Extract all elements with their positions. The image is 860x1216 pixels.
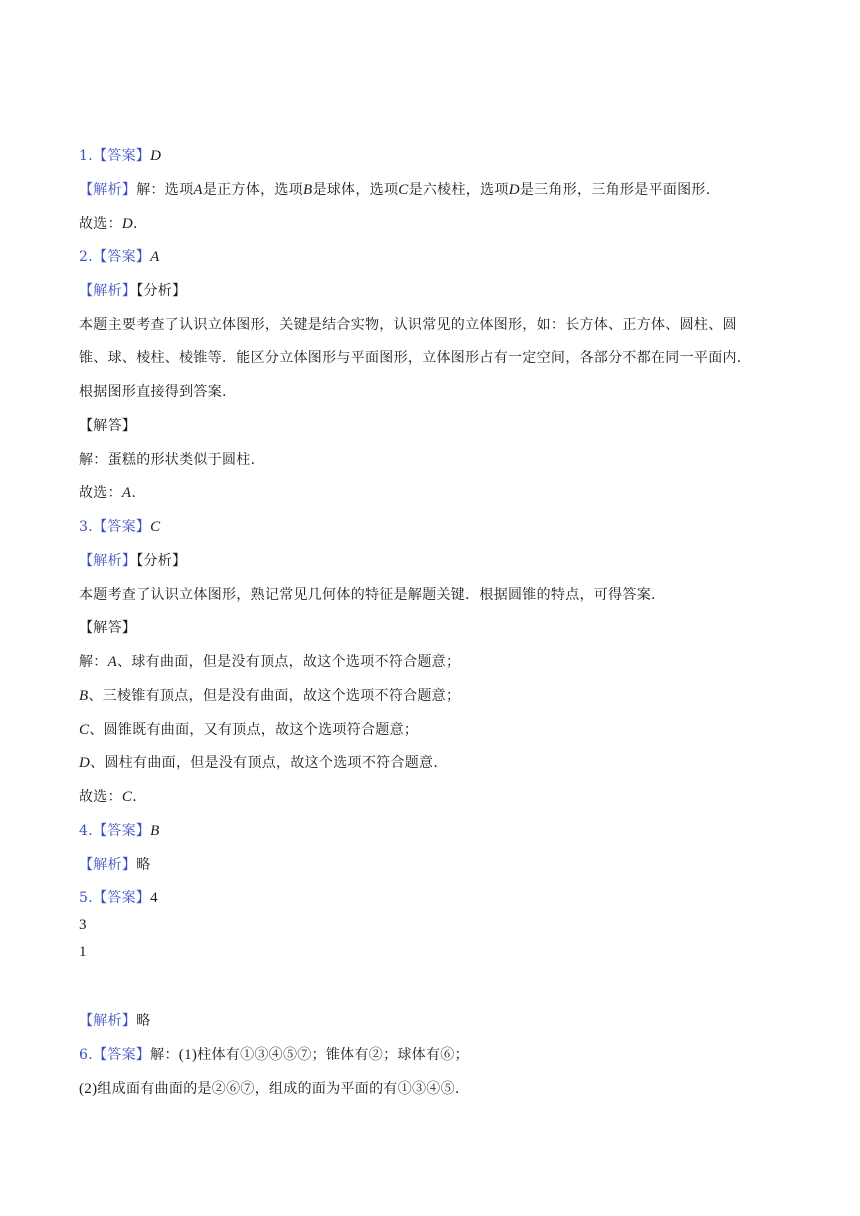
q1-answer-tag: 【答案】	[92, 148, 151, 164]
q1-option-d: D	[508, 182, 520, 198]
q4-answer-tag: 【答案】	[92, 823, 151, 839]
q2-analysis-line	[79, 281, 186, 301]
q3-jieda-d-text: 、圆柱有曲面，但是没有顶点，故这个选项不符合题意.	[90, 755, 439, 771]
q3-answer: C	[150, 519, 161, 535]
q6-answer-tag: 【答案】	[92, 1047, 151, 1063]
q1-analysis-text: 是六棱柱，选项	[408, 182, 509, 198]
q3-jieda-line-d	[79, 753, 438, 773]
q5-answer-3: 1	[79, 944, 87, 960]
q1-analysis-text: 解：选项	[136, 182, 194, 198]
q2-fenxi-line-3: 根据图形直接得到答案.	[79, 384, 227, 400]
q4-number: 4.	[79, 823, 93, 839]
q3-jieda-b-text: 、三棱锥有顶点，但是没有曲面，故这个选项不符合题意；	[88, 688, 461, 704]
q1-choose-line	[79, 214, 138, 234]
q1-analysis-tag: 【解析】	[79, 182, 137, 198]
q6-line-2	[79, 1079, 460, 1099]
q1-choose-suffix: .	[133, 216, 138, 232]
q2-analysis-tag: 【解析】	[79, 283, 137, 299]
q1-option-b: B	[302, 182, 313, 198]
q2-fenxi-line-1: 本题主要考查了认识立体图形，关键是结合实物，认识常见的立体图形，如：长方体、正方体、圆柱、圆	[79, 317, 737, 333]
q4-answer-line	[79, 821, 160, 841]
q1-number: 1.	[79, 148, 93, 164]
q5-answer-tag: 【答案】	[92, 890, 151, 906]
q2-number: 2.	[79, 249, 93, 265]
q3-jieda-a-text: 、球有曲面，但是没有顶点，故这个选项不符合题意；	[117, 654, 461, 670]
q6-part-1-label: (1)	[178, 1047, 198, 1063]
q2-choose-value: A	[121, 485, 132, 501]
q2-fenxi-tag: 【分析】	[136, 283, 187, 299]
q5-answer-line	[79, 888, 158, 908]
q3-choose-suffix: .	[132, 789, 137, 805]
q5-analysis-tag: 【解析】	[79, 1013, 137, 1029]
q3-jieda-tag: 【解答】	[79, 620, 137, 636]
q6-part-1-text: 柱体有①③④⑤⑦；锥体有②；球体有⑥；	[197, 1047, 469, 1063]
q3-jieda-c-text: 、圆锥既有曲面，又有顶点，故这个选项符合题意；	[89, 722, 419, 738]
q3-jieda-line-b	[79, 686, 460, 706]
q5-number: 5.	[79, 890, 93, 906]
q1-option-a: A	[193, 182, 203, 198]
q4-analysis-text: 略	[136, 857, 151, 873]
q1-choose-prefix: 故选：	[79, 216, 122, 232]
q3-number: 3.	[79, 519, 93, 535]
q5-answer-1: 4	[150, 890, 158, 906]
q1-analysis-text: 是正方体，选项	[202, 182, 303, 198]
q3-answer-line	[79, 517, 160, 537]
q1-answer: D	[150, 148, 162, 164]
q3-analysis-line	[79, 551, 186, 571]
q3-choose-prefix: 故选：	[79, 789, 122, 805]
q1-option-c: C	[398, 182, 409, 198]
q3-jieda-prefix: 解：	[79, 654, 108, 670]
q3-option-c: C	[79, 722, 90, 738]
q3-answer-tag: 【答案】	[92, 519, 151, 535]
q3-fenxi-tag: 【分析】	[136, 553, 187, 569]
q3-option-d: D	[79, 755, 91, 771]
q2-fenxi-line-2: 锥、球、棱柱、棱锥等．能区分立体图形与平面图形，立体图形占有一定空间，各部分不都在同一平面内.	[79, 350, 742, 366]
q5-answer-2: 3	[79, 917, 87, 933]
q4-analysis-line	[79, 855, 151, 875]
q3-option-b: B	[79, 688, 89, 704]
q2-choose-line	[79, 483, 136, 503]
q3-fenxi-line-1: 本题考查了认识立体图形，熟记常见几何体的特征是解题关键．根据圆锥的特点，可得答案.	[79, 587, 656, 603]
q2-answer: A	[150, 249, 160, 265]
q2-jieda-tag: 【解答】	[79, 418, 137, 434]
q6-part-2-label: (2)	[79, 1081, 98, 1097]
q3-choose-line	[79, 787, 137, 807]
q3-analysis-tag: 【解析】	[79, 553, 137, 569]
q4-analysis-tag: 【解析】	[79, 857, 137, 873]
q2-jieda-line-1: 解：蛋糕的形状类似于圆柱.	[79, 452, 256, 468]
q2-answer-line	[79, 247, 160, 267]
q6-part-2-text: 组成面有曲面的是②⑥⑦，组成的面为平面的有①③④⑤.	[97, 1081, 460, 1097]
q1-analysis-text: 是球体，选项	[312, 182, 399, 198]
q3-jieda-line-a	[79, 652, 460, 672]
q2-choose-prefix: 故选：	[79, 485, 122, 501]
q3-jieda-line-c	[79, 720, 418, 740]
q1-analysis-text: 是三角形，三角形是平面图形.	[519, 182, 711, 198]
q1-analysis-line	[79, 180, 710, 200]
q2-answer-tag: 【答案】	[92, 249, 151, 265]
q1-choose-value: D	[121, 216, 134, 232]
q5-analysis-line	[79, 1011, 151, 1031]
q3-choose-value: C	[121, 789, 133, 805]
q4-answer: B	[150, 823, 160, 839]
q3-option-a: A	[107, 654, 118, 670]
q5-analysis-text: 略	[136, 1013, 151, 1029]
q6-answer-line	[79, 1045, 469, 1065]
q1-answer-line	[79, 146, 161, 166]
q6-solution-prefix: 解：	[150, 1047, 179, 1063]
q6-number: 6.	[79, 1047, 93, 1063]
q2-choose-suffix: .	[131, 485, 137, 501]
